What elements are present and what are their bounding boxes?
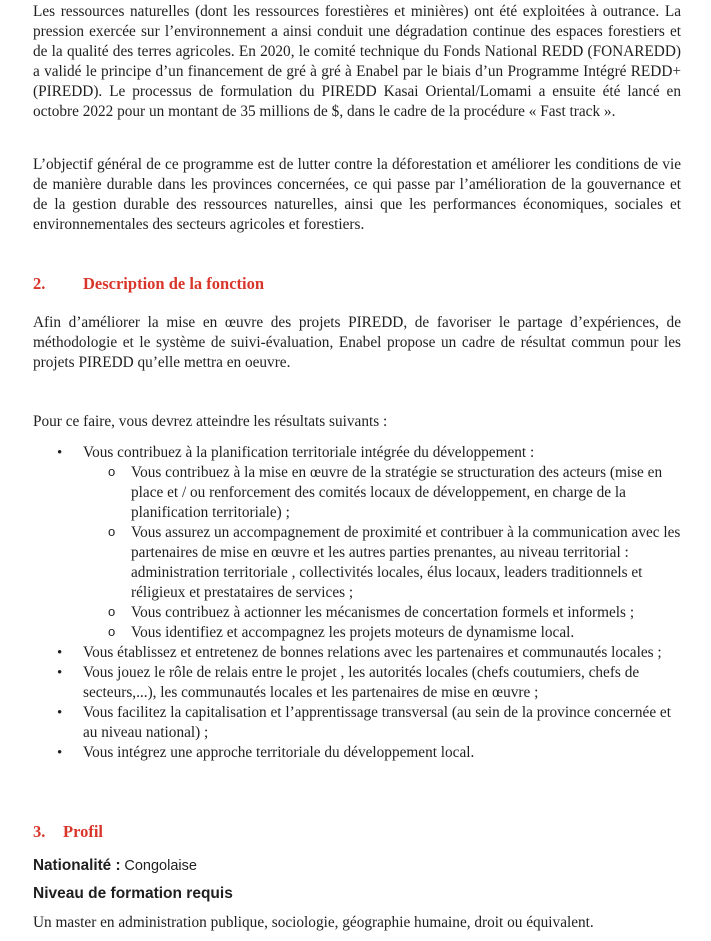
section-3-heading: [33, 822, 103, 842]
list-item: • Vous intégrez une approche territoriale du développement local.: [33, 743, 681, 763]
section-3-number: 3.: [33, 822, 46, 841]
list-item: • Vous établissez et entretenez de bonnes relations avec les partenaires et communautés locales ;: [33, 643, 681, 663]
sub-list-item: o Vous assurez un accompagnement de proximité et contribuer à la communication avec les partenaires de mise en œuvre et les autres parties prenantes, au niveau territorial : administration territoriale , collectivités locales, élus locaux, leaders traditionnels et réligieux et prestataires de services ;: [83, 523, 681, 603]
intro-paragraph-1: Les ressources naturelles (dont les ressources forestières et minières) ont été exploitées à outrance. La pression exercée sur l’environnement a ainsi conduit une dégradation continue des espaces forestiers et de la qualité des terres agricoles. En 2020, le comité technique du Fonds National REDD (FONAREDD) a validé le principe d’un financement de gré à gré à Enabel par le biais d’un Programme Intégré REDD+ (PIREDD). Le processus de formulation du PIREDD Kasai Oriental/Lomami a ensuite été lancé en octobre 2022 pour un montant de 35 millions de $, dans le cadre de la procédure « Fast track ».: [33, 3, 681, 120]
sub-list-item: o Vous contribuez à actionner les mécanismes de concertation formels et informels ;: [83, 603, 681, 623]
description-paragraph-2: Pour ce faire, vous devrez atteindre les résultats suivants :: [33, 413, 388, 430]
nationality-line: [33, 856, 681, 876]
sub-list-item: o Vous contribuez à la mise en œuvre de la stratégie se structuration des acteurs (mise en place et / ou renforcement des comités locaux de développement, en charge de la planification territoriale) ;: [83, 463, 681, 523]
sub-list-item: o Vous identifiez et accompagnez les projets moteurs de dynamisme local.: [83, 623, 681, 643]
section-2-heading: [33, 274, 264, 294]
section-3-title: Profil: [63, 822, 104, 841]
intro-paragraph-2: L’objectif général de ce programme est de lutter contre la déforestation et améliorer les conditions de vie de manière durable dans les provinces concernées, ce qui passe par l’amélioration de la gouvernance et de la gestion durable des ressources naturelles, ainsi que les performances économiques, sociales et environnementales des secteurs agricoles et forestiers.: [33, 156, 681, 233]
list-item-text: Vous contribuez à la planification territoriale intégrée du développement :: [83, 444, 535, 461]
sub-list: [83, 463, 681, 643]
description-paragraph-1: Afin d’améliorer la mise en œuvre des projets PIREDD, de favoriser le partage d’expériences, de méthodologie et le système de suivi-évaluation, Enabel propose un cadre de résultat commun pour les projets PIREDD qu’elle mettra en oeuvre.: [33, 314, 681, 371]
education-level-text: Un master en administration publique, sociologie, géographie humaine, droit ou équivalent.: [33, 914, 594, 931]
nationality-value: Congolaise: [124, 858, 197, 874]
list-item: [33, 443, 681, 643]
nationality-label: Nationalité :: [33, 857, 121, 874]
list-item: • Vous jouez le rôle de relais entre le projet , les autorités locales (chefs coutumiers, chefs de secteurs,...), les communautés locales et les partenaires de mise en œuvre ;: [33, 663, 681, 703]
results-list: [33, 443, 681, 763]
list-item: • Vous facilitez la capitalisation et l’apprentissage transversal (au sein de la province concernée et au niveau national) ;: [33, 703, 681, 743]
education-level-label: Niveau de formation requis: [33, 885, 233, 902]
section-2-number: 2.: [33, 274, 46, 293]
section-2-title: Description de la fonction: [83, 274, 265, 293]
